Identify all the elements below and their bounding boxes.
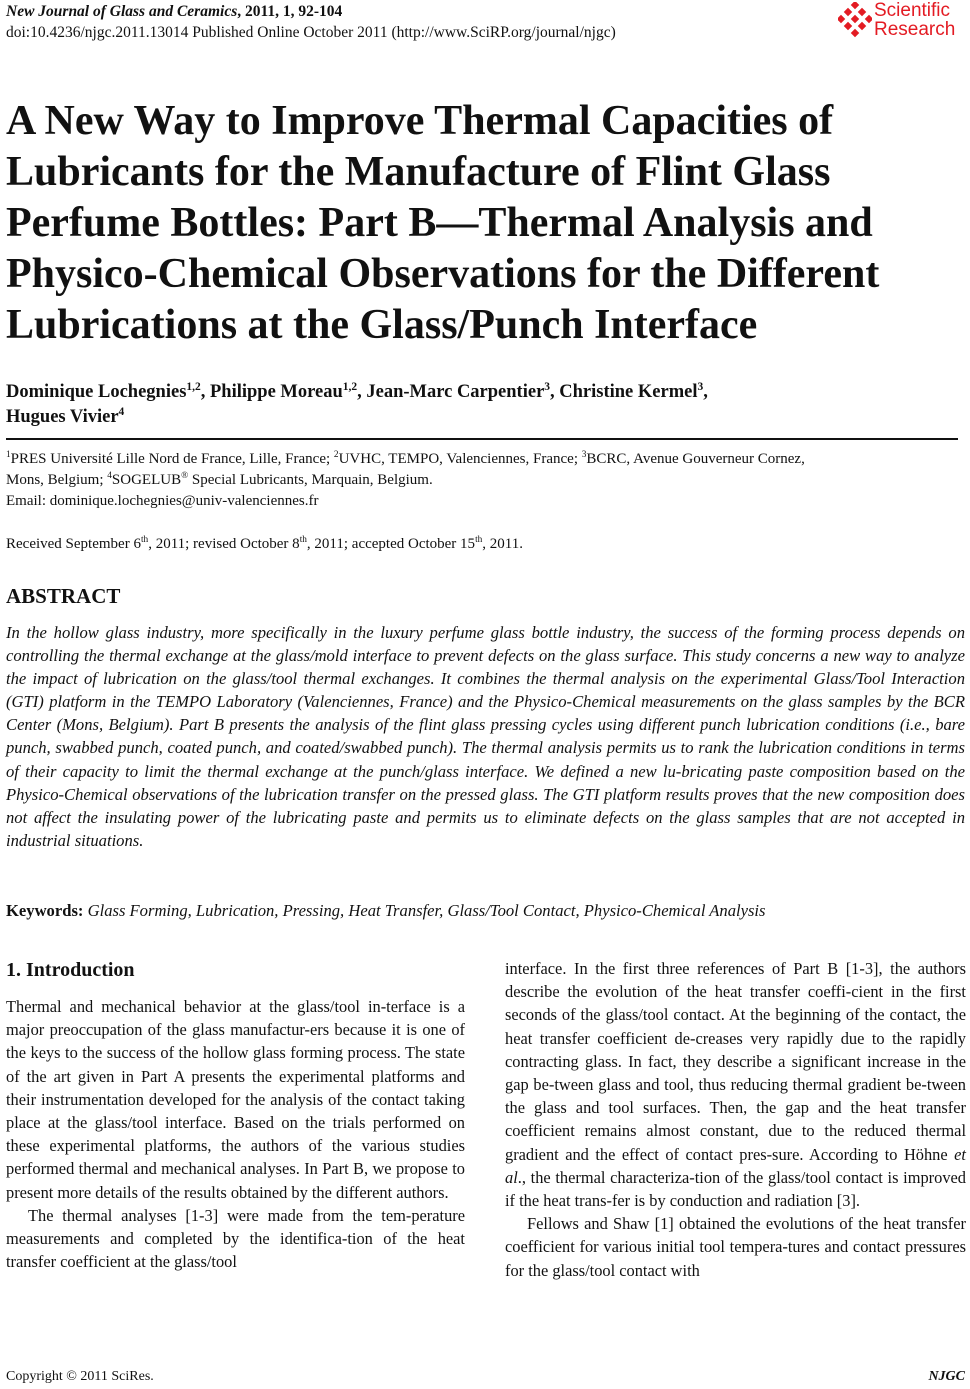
received-dates [6,534,523,555]
author-name: Jean-Marc Carpentier [366,382,545,402]
logo-line-2: Research [874,19,956,40]
keywords-label: Keywords [6,901,78,920]
affil-text: SOGELUB [111,472,182,488]
logo-line-1: Scientific [874,0,951,21]
paragraph-emphasis: et al [505,1144,966,1187]
journal-header [6,3,342,21]
paper-title [6,96,966,351]
affil-text: Mons, Belgium; [6,472,108,488]
page-footer [6,1368,965,1385]
title-line: Physico-Chemical Observations for the Different [6,251,880,297]
abstract-text: In the hollow glass industry, more specifically in the luxury perfume glass bottle industry, the success of the forming process depends on controlling the thermal exchange at the glass/mold interface to prevent defects on the glass surface. This study concerns a new way to analyze the impact of lubrication on the glass/tool thermal exchanges. It combines the thermal analysis on the experimental Glass/Tool Interaction (GTI) platform in the TEMPO Laboratory (Valenciennes, France) and the Physico-Chemical measurements on the glass samples by the BCR Center (Mons, Belgium). Part B presents the analysis of the flint glass pressing cycles using different punch lubrication conditions (i.e., bare punch, swabbed punch, coated punch, and coated/swabbed punch). The thermal analysis permits us to rank the lubrication conditions in terms of their capacity to limit the thermal exchange at the punch/glass interface. We defined a new lu-bricating paste composition based on the Physico-Chemical observations of the lubrication transfer on the pressed glass. The GTI platform results proves that the new composition does not affect the insulating power of the lubricating paste and permits us to eliminate defects on the glass samples that are not accepted in industrial situations. [6,623,965,850]
abstract-heading: ABSTRACT [6,584,121,608]
received-end: , 2011. [482,536,523,552]
keywords [6,900,766,922]
affil-text: Special Lubricants, Marquain, Belgium. [188,472,433,488]
ordinal-sup: th [140,535,149,545]
affil-text: UVHC, TEMPO, Valenciennes, France; [338,451,582,467]
affil-sup: 3 [581,450,587,460]
registered-mark: ® [181,471,189,481]
paragraph [505,957,966,1212]
affiliations [6,449,805,512]
title-divider [6,438,958,440]
right-column [505,957,966,1282]
ordinal-sup: th [299,535,307,545]
author-sep: , [703,382,708,402]
author-affil-sup: 3 [544,380,551,393]
left-column [6,995,465,1273]
keywords-text: Glass Forming, Lubrication, Pressing, Heat Transfer, Glass/Tool Contact, Physico-Chemical Analysis [87,901,766,920]
logo-text [874,1,955,39]
affil-sup: 4 [107,471,112,481]
journal-name: New Journal of Glass and Ceramics [6,3,238,20]
author-sep: , [357,382,367,402]
author-affil-sup: 3 [697,380,704,393]
title-line: Lubricants for the Manufacture of Flint Glass [6,149,831,195]
title-line: Perfume Bottles: Part B—Thermal Analysis and [6,200,873,246]
author-email: Email: dominique.lochegnies@univ-valenciennes.fr [6,493,319,509]
affil-text: PRES Université Lille Nord de France, Lille, France; [10,451,334,467]
accepted-text: , 2011; accepted October 15 [306,536,476,552]
author-affil-sup: 1,2 [342,380,358,393]
paragraph: Fellows and Shaw [1] obtained the evolutions of the heat transfer coefficient for various initial tool tempera-tures and contact pressures for the glass/tool contact with [505,1214,966,1280]
title-line: Lubrications at the Glass/Punch Interface [6,302,758,348]
paragraph-text: ., the thermal characteriza-tion of the glass/tool contact is improved if the heat trans-fer is by conduction and radiation [3]. [505,1167,966,1211]
paragraph-text: interface. In the first three references of Part B [1-3], the authors describe the evolution of the heat transfer coeffi-cient in the first seconds of the glass/tool contact. At the beginning of the contact, the heat transfer coefficient de-creases very rapidly due to the rapidly contracting glass. In fact, they describe a significant increase in the gap be-tween glass and tool, thus reducing thermal gradient be-tween the glass and tool surfaces. Then, the gap and the heat transfer coefficient remains almost constant, due to the reduced thermal gradient and the effect of contact pres-sure. According to Höhne [505,959,966,1164]
copyright: Copyright © 2011 SciRes. [6,1369,154,1384]
paragraph: The thermal analyses [1-3] were made from the tem-perature measurements and completed by the identifica-tion of the heat transfer coefficient at the glass/tool [6,1205,465,1272]
title-line: A New Way to Improve Thermal Capacities of [6,98,834,144]
affiliation-line-2 [6,470,805,491]
author-name: Philippe Moreau [210,382,343,402]
author-sep: , [200,382,210,402]
doi-line: doi:10.4236/njgc.2011.13014 Published Online October 2011 (http://www.SciRP.org/journal/njgc) [6,24,616,41]
author-list [6,380,708,430]
affil-sup: 2 [333,450,339,460]
keywords-colon: : [77,901,88,920]
journal-abbreviation: NJGC [928,1369,965,1384]
paragraph: Thermal and mechanical behavior at the glass/tool in-terface is a major preoccupation of the glass manufactur-ers because it is one of the keys to the success of the hollow glass forming process. The state of the art given in Part A presents the experimental platforms and their instrumentation developed for the analysis of the contact taking place at the glass/tool interface. Based on the trials performed on these experimental platforms, the authors of the various studies performed thermal and mechanical analyses. In Part B, we propose to present more details of the results obtained by the different authors. [6,997,465,1202]
section-heading-introduction: 1. Introduction [6,959,135,981]
ordinal-sup: th [475,535,483,545]
logo-mark-icon [838,2,872,40]
affil-text: BCRC, Avenue Gouverneur Cornez, [586,451,805,467]
affil-sup: 1 [6,450,11,460]
author-name: Christine Kermel [559,382,698,402]
author-sep: , [550,382,560,402]
journal-volume: , 2011, 1, 92-104 [237,3,343,20]
author-affil-sup: 1,2 [186,380,201,393]
revised-text: , 2011; revised October 8 [148,536,300,552]
author-name: Dominique Lochegnies [6,382,187,402]
affiliation-line-1 [6,449,805,470]
publisher-logo [838,2,966,42]
author-name: Hugues Vivier [6,407,119,427]
author-affil-sup: 4 [118,405,125,418]
received-text: Received September 6 [6,536,141,552]
